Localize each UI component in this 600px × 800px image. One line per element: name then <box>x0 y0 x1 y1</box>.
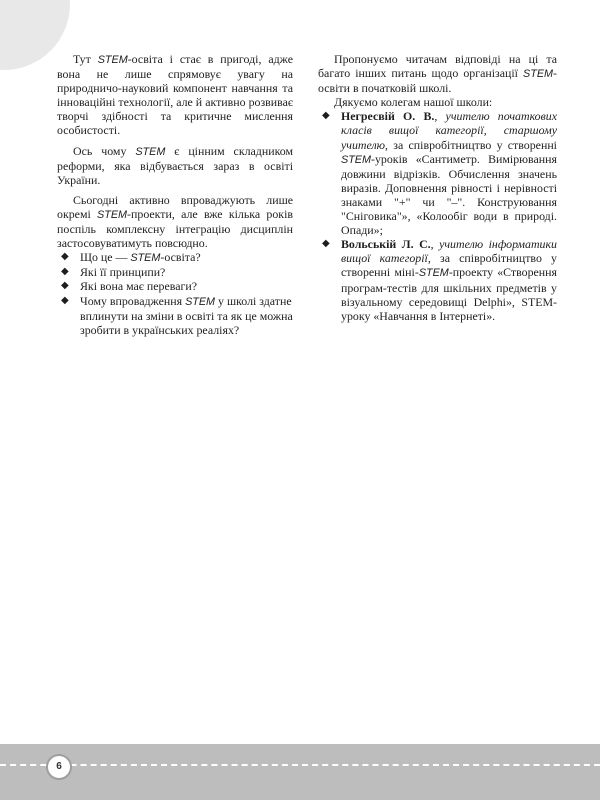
stem-term: STEM <box>135 145 166 158</box>
colleague-name: Негресвій О. В. <box>341 109 435 124</box>
colleagues-list <box>318 109 557 322</box>
text-span: -освіти в початковій школі. <box>318 66 557 96</box>
bullet-icon: ◆ <box>322 238 330 250</box>
text-span: Які її принципи? <box>80 265 166 280</box>
colleague-role: учителю початкових класів вищої категорії, старшому учителю <box>341 109 558 152</box>
bullet-icon: ◆ <box>322 110 330 122</box>
text-span: -проекту «Створення програм-тестів для шкільних предметів у візуальному середовищі Delphi», STEM-уроку «Навчання в Інтернеті». <box>341 265 558 323</box>
list-item <box>57 279 293 293</box>
text-span: , за співробітництво у створенні <box>385 137 557 152</box>
stem-term: STEM <box>341 153 371 166</box>
text-span: Які вона має переваги? <box>80 279 197 294</box>
list-item <box>57 294 293 337</box>
text-span: Чому впровадження <box>80 293 186 308</box>
text-span: Пропонуємо читачам відповіді на ці та багато інших питань щодо організації <box>318 52 557 81</box>
text-span: Тут <box>73 52 98 66</box>
text-span: -освіта? <box>160 250 201 265</box>
text-span: -освіта і стає в пригоді, адже вона не лише спрямовує увагу на природничо-науковий компонент навчання та інноваційні технології, але й активно розвиває творчі здібності та критичне мислення особистості. <box>57 52 293 138</box>
paragraph-thanks: Дякуємо колегам нашої школи: <box>334 95 493 110</box>
left-column <box>57 52 293 337</box>
list-item <box>57 265 293 279</box>
footer-dashed-line <box>0 764 600 766</box>
text-span: є цінним складником реформи, яка відбувається зараз в освіті України. <box>57 143 294 187</box>
stem-term: STEM <box>130 252 161 265</box>
bullet-icon: ◆ <box>61 280 69 292</box>
paragraph-reform <box>57 144 293 187</box>
page-number: 6 <box>46 754 72 780</box>
text-span: -уроків «Сантиметр. Вимірювання довжини відрізків. Обчислення значень виразів. Доповнення рівності і нерівності знаками "+" чи "–". Конструювання "Сніговика"», «Колообіг води в природі. Опади»; <box>341 151 557 238</box>
footer-bar <box>0 744 600 800</box>
text-span: Сьогодні активно впроваджують лише окремі <box>57 192 293 221</box>
colleague-name: Вольській Л. С. <box>341 237 431 252</box>
right-column <box>318 52 557 323</box>
text-span: -проекти, але вже кілька років поспіль комплексну інтеграцію дисциплін застосовуватимуть повсюдно. <box>57 206 293 251</box>
list-item <box>57 250 293 265</box>
text-span: у школі здатне вплинути на зміни в освіті та як це можна зробити в українських реаліях? <box>80 293 293 337</box>
questions-list <box>57 250 293 337</box>
text-span: , за співробітництво у створенні міні- <box>341 251 557 280</box>
list-item: ◆ Негресвій О. В., учителю початкових класів вищої категорії, старшому учителю, за співробітництво у створенні STEM-уроків «Сантиметр. Вимірювання довжини відрізків. Обчислення значень виразів. Доповнення рівності і нерівності знаками "+" чи "–". Конструювання "Сніговика"», «Колообіг води в природі. Опади»; <box>322 109 558 238</box>
stem-term: STEM <box>523 68 554 81</box>
list-item: ◆ Вольській Л. С., учителю інформатики вищої категорії, за співробітництво у створенні міні-STEM-проекту «Створення програм-тестів для шкільних предметів у візуальному середовищі Delphi», STEM-уроку «Навчання в Інтернеті». <box>322 237 558 323</box>
text-span: Що це — <box>80 250 131 265</box>
text-span: Ось чому <box>73 143 136 158</box>
stem-term: STEM <box>97 208 128 221</box>
colleague-role: учителю інформатики вищої категорії <box>341 237 557 266</box>
bullet-icon: ◆ <box>61 294 69 306</box>
bullet-icon: ◆ <box>61 251 69 263</box>
bullet-icon: ◆ <box>61 266 69 278</box>
stem-term: STEM <box>97 54 128 66</box>
paragraph-offer <box>318 52 557 95</box>
stem-term: STEM <box>185 295 216 308</box>
paragraph-projects <box>57 193 293 250</box>
stem-term: STEM <box>418 267 449 280</box>
paragraph-intro <box>57 52 293 138</box>
